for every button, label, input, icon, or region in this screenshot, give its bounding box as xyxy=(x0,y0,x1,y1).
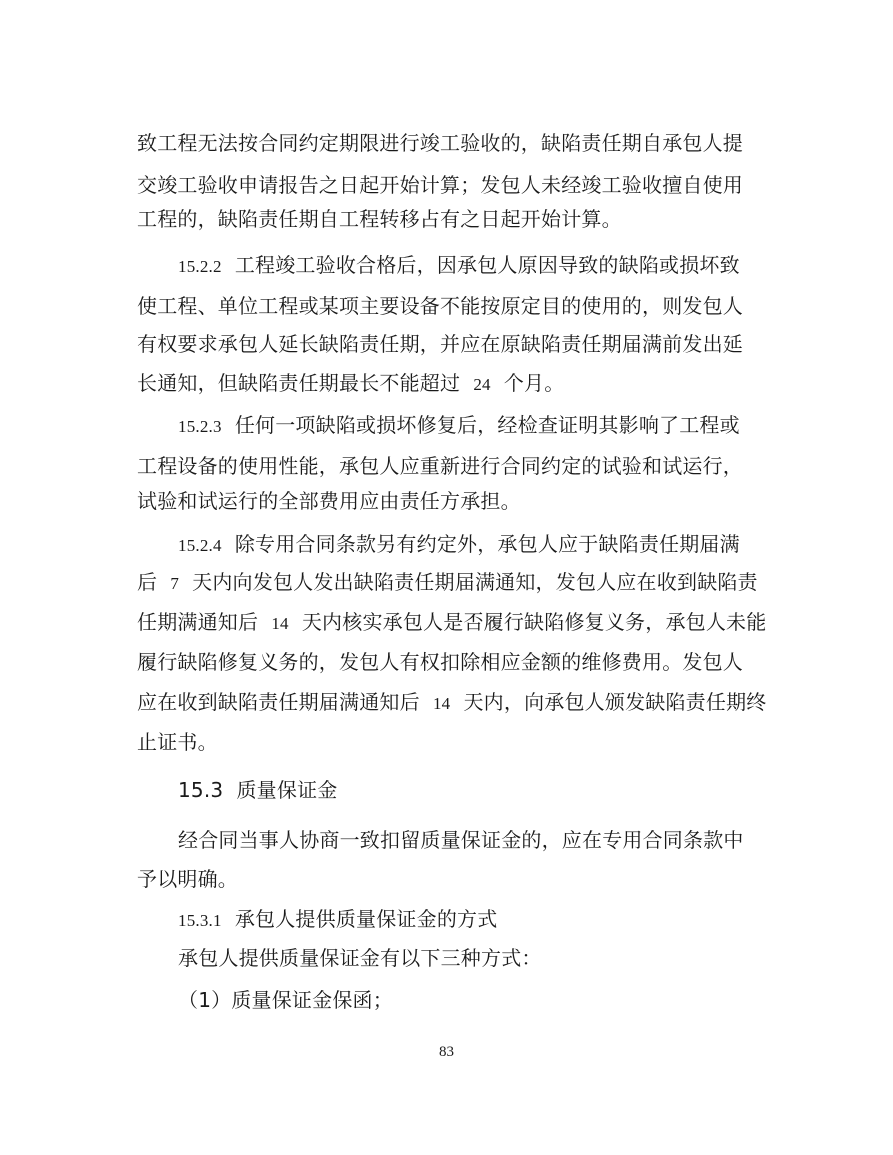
section-15-3-heading xyxy=(178,778,337,802)
page-number: 83 xyxy=(439,1044,454,1060)
line-text: 除专用合同条款另有约定外，承包人应于缺陷责任期届满 xyxy=(234,532,740,556)
text-line xyxy=(137,570,758,596)
text-line xyxy=(137,173,743,197)
text-line xyxy=(137,332,743,356)
months-value: 24 xyxy=(473,375,491,394)
line-text: 天内，向承包人颁发缺陷责任期终 xyxy=(463,690,767,714)
line-text: 致工程无法按合同约定期限进行竣工验收的，缺陷责任期自承包人提 xyxy=(137,131,743,155)
text-line xyxy=(137,867,238,891)
line-text: 长通知，但缺陷责任期最长不能超过 xyxy=(137,371,461,395)
clause-number: 15.2.2 xyxy=(178,257,222,276)
clause-15-3-1-line xyxy=(178,907,497,933)
line-text: 个月。 xyxy=(503,371,565,395)
text-line xyxy=(137,489,521,513)
clause-15-2-4-line xyxy=(178,532,740,558)
days-value: 14 xyxy=(271,614,289,633)
clause-15-2-2-line xyxy=(178,253,740,279)
clause-number: 15.2.4 xyxy=(178,536,222,555)
days-value: 14 xyxy=(432,694,451,713)
list-item xyxy=(178,988,393,1012)
days-value: 7 xyxy=(170,574,180,593)
line-text: 使工程、单位工程或某项主要设备不能按原定目的使用的，则发包人 xyxy=(137,294,743,318)
line-text: 经合同当事人协商一致扣留质量保证金的，应在专用合同条款中 xyxy=(178,828,744,852)
section-number: 15.3 xyxy=(178,778,224,802)
text-line xyxy=(137,650,743,674)
line-text: 承包人提供质量保证金的方式 xyxy=(234,907,498,931)
line-text: 任何一项缺陷或损坏修复后，经检查证明其影响了工程或 xyxy=(234,413,740,437)
line-text: 任期满通知后 xyxy=(137,610,259,634)
text-line xyxy=(137,131,743,155)
line-text: 有权要求承包人延长缺陷责任期，并应在原缺陷责任期届满前发出延 xyxy=(137,332,743,356)
line-text: 后 xyxy=(137,570,158,594)
text-line xyxy=(137,690,766,716)
clause-15-2-3-line xyxy=(178,413,740,439)
text-line xyxy=(137,730,218,754)
line-text: 承包人提供质量保证金有以下三种方式： xyxy=(178,946,542,970)
line-text: 交竣工验收申请报告之日起开始计算；发包人未经竣工验收擅自使用 xyxy=(137,173,743,197)
text-line xyxy=(178,828,744,852)
line-text: 天内核实承包人是否履行缺陷修复义务，承包人未能 xyxy=(301,610,767,634)
clause-number: 15.2.3 xyxy=(178,417,222,436)
text-line xyxy=(137,610,766,636)
line-text: 应在收到缺陷责任期届满通知后 xyxy=(137,690,420,714)
text-line xyxy=(137,207,622,231)
line-text: 工程的，缺陷责任期自工程转移占有之日起开始计算。 xyxy=(137,207,622,231)
text-line xyxy=(137,294,743,318)
line-text: 履行缺陷修复义务的，发包人有权扣除相应金额的维修费用。发包人 xyxy=(137,650,743,674)
line-text: 工程竣工验收合格后，因承包人原因导致的缺陷或损坏致 xyxy=(234,253,740,277)
clause-number: 15.3.1 xyxy=(178,911,222,930)
line-text: 止证书。 xyxy=(137,730,218,754)
line-text: 工程设备的使用性能，承包人应重新进行合同约定的试验和试运行， xyxy=(137,454,743,478)
text-line xyxy=(137,371,564,397)
line-text: （1）质量保证金保函； xyxy=(178,988,393,1012)
line-text: 天内向发包人发出缺陷责任期届满通知，发包人应在收到缺陷责 xyxy=(192,570,758,594)
text-line xyxy=(137,454,743,478)
line-text: 试验和试运行的全部费用应由责任方承担。 xyxy=(137,489,521,513)
section-title: 质量保证金 xyxy=(236,778,338,802)
line-text: 予以明确。 xyxy=(137,867,238,891)
text-line xyxy=(178,946,542,970)
